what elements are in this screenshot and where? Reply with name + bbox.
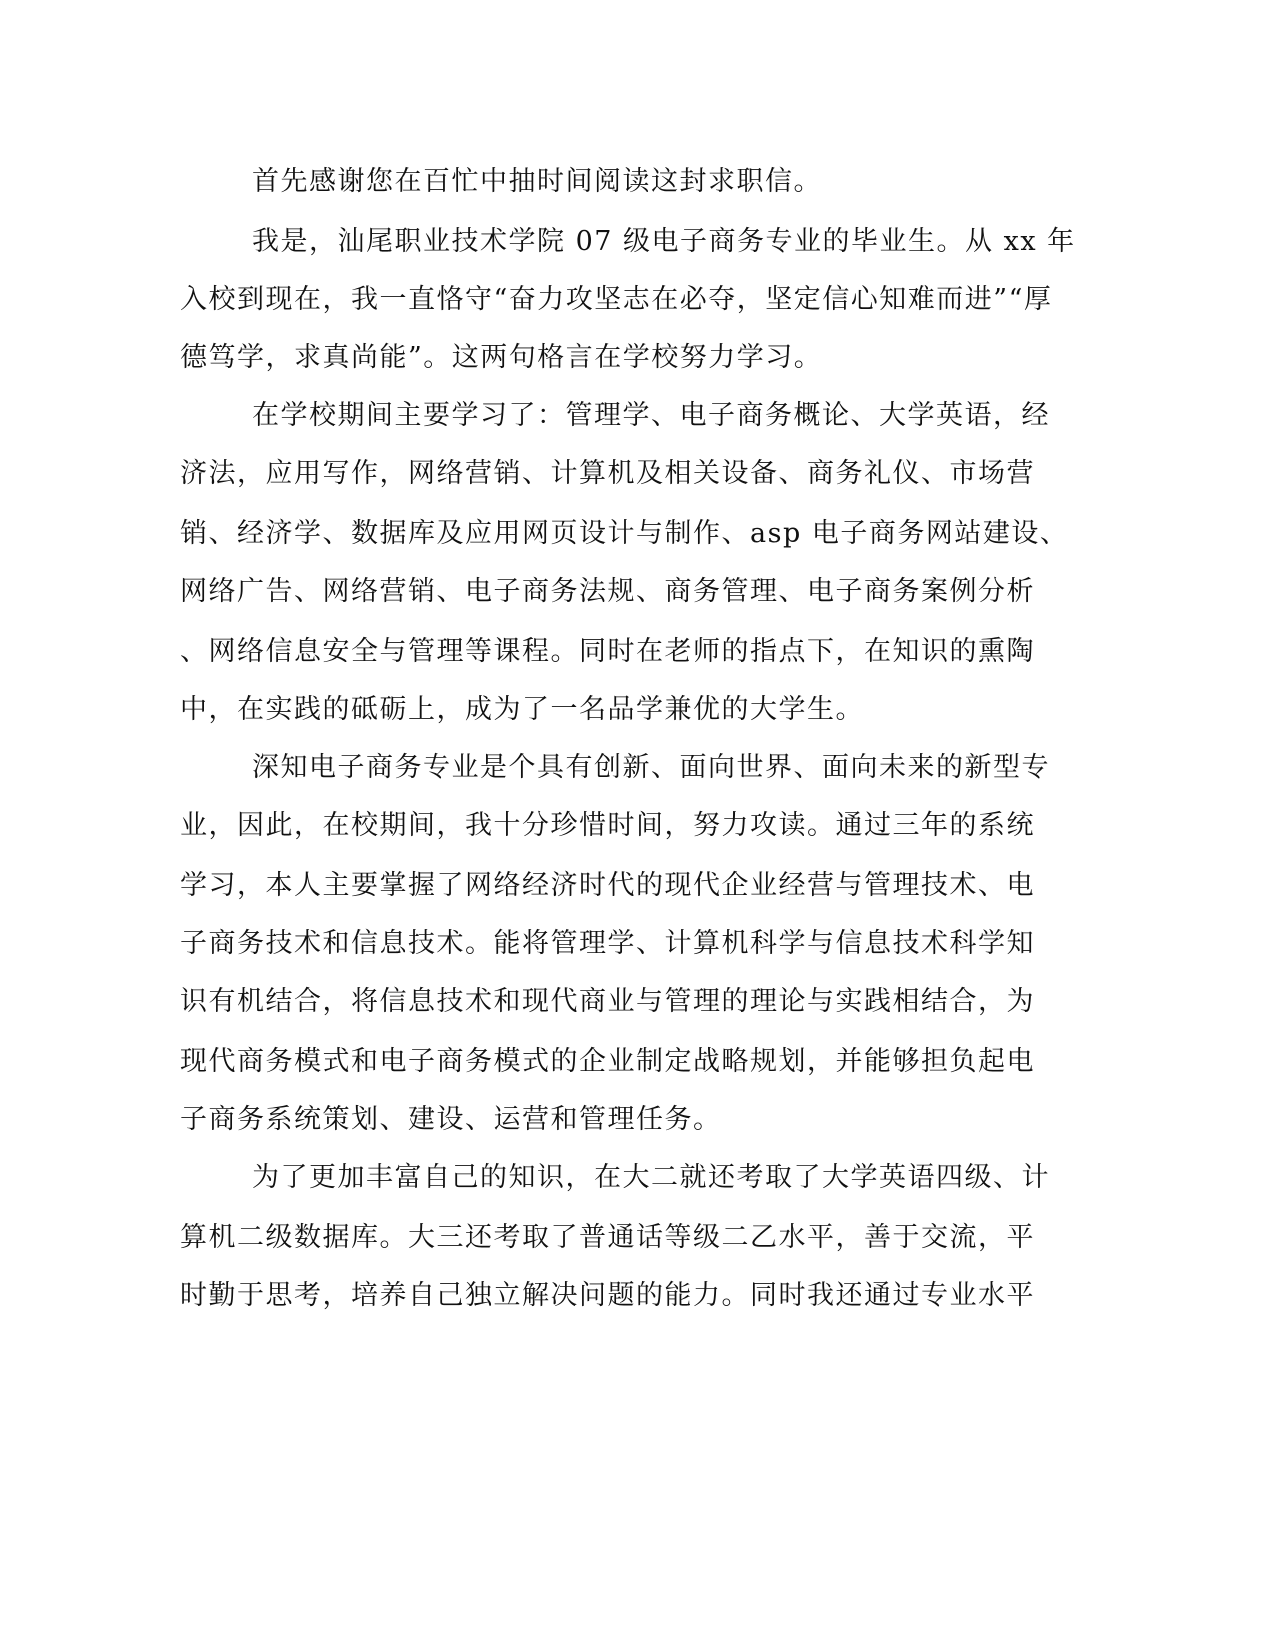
paragraph-4-line-3: 学习，本人主要掌握了网络经济时代的现代企业经营与管理技术、电 <box>180 870 1035 901</box>
paragraph-3-line-3: 销、经济学、数据库及应用网页设计与制作、asp 电子商务网站建设、 <box>180 518 1069 549</box>
paragraph-3-line-1: 在学校期间主要学习了：管理学、电子商务概论、大学英语，经 <box>252 400 1050 431</box>
paragraph-3-line-4: 网络广告、网络营销、电子商务法规、商务管理、电子商务案例分析 <box>180 576 1035 607</box>
paragraph-2-line-3: 德笃学，求真尚能”。这两句格言在学校努力学习。 <box>180 342 823 373</box>
paragraph-3-line-6: 中，在实践的砥砺上，成为了一名品学兼优的大学生。 <box>180 694 864 725</box>
paragraph-2-line-2: 入校到现在，我一直恪守“奋力攻坚志在必夺，坚定信心知难而进”“厚 <box>180 284 1053 315</box>
paragraph-4-line-1: 深知电子商务专业是个具有创新、面向世界、面向未来的新型专 <box>252 752 1050 783</box>
paragraph-1-line-1: 首先感谢您在百忙中抽时间阅读这封求职信。 <box>252 166 822 197</box>
paragraph-2-line-1: 我是，汕尾职业技术学院 07 级电子商务专业的毕业生。从 xx 年 <box>252 226 1076 257</box>
paragraph-3-line-2: 济法，应用写作，网络营销、计算机及相关设备、商务礼仪、市场营 <box>180 458 1035 489</box>
paragraph-5-line-1: 为了更加丰富自己的知识，在大二就还考取了大学英语四级、计 <box>252 1162 1050 1193</box>
paragraph-4-line-7: 子商务系统策划、建设、运营和管理任务。 <box>180 1104 722 1135</box>
paragraph-4-line-2: 业，因此，在校期间，我十分珍惜时间，努力攻读。通过三年的系统 <box>180 810 1035 841</box>
paragraph-4-line-4: 子商务技术和信息技术。能将管理学、计算机科学与信息技术科学知 <box>180 928 1035 959</box>
paragraph-5-line-2: 算机二级数据库。大三还考取了普通话等级二乙水平，善于交流，平 <box>180 1222 1035 1253</box>
paragraph-3-line-5: 、网络信息安全与管理等课程。同时在老师的指点下，在知识的熏陶 <box>180 636 1035 667</box>
paragraph-4-line-6: 现代商务模式和电子商务模式的企业制定战略规划，并能够担负起电 <box>180 1046 1035 1077</box>
paragraph-5-line-3: 时勤于思考，培养自己独立解决问题的能力。同时我还通过专业水平 <box>180 1280 1035 1311</box>
paragraph-4-line-5: 识有机结合，将信息技术和现代商业与管理的理论与实践相结合，为 <box>180 986 1035 1017</box>
